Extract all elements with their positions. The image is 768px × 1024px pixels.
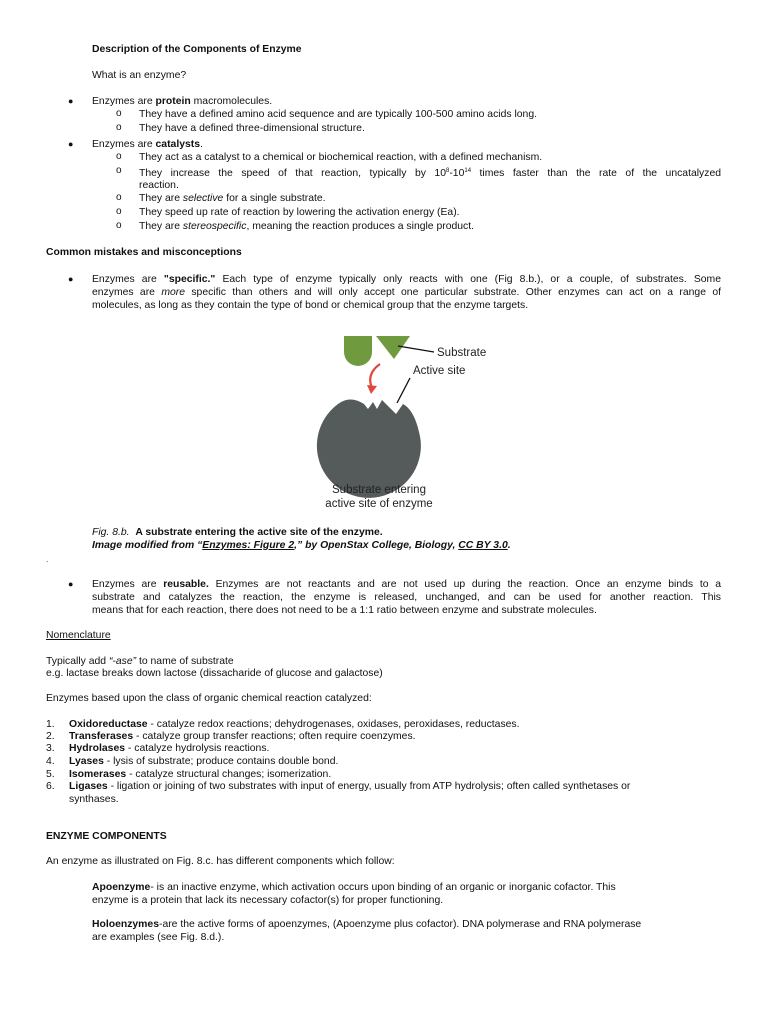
label-pointer-line — [398, 346, 434, 352]
italic-term: “-ase” — [108, 656, 137, 667]
bold-term: Apoenzyme — [92, 882, 151, 893]
paragraph-line: substrate and catalyzes the reaction, the enzyme is released, unchanged, and can be used for another reaction. This — [92, 592, 721, 603]
class-name: Lyases — [69, 756, 104, 767]
text-fragment: Each type of enzyme typically only reacts with one (Fig 8.b.), or a couple, of substrates. Some — [215, 274, 721, 285]
sub-bullet-text — [139, 220, 474, 233]
italic-term: stereospecific — [182, 221, 247, 232]
class-name: Hydrolases — [69, 743, 126, 754]
figure-label-active-site: Active site — [413, 365, 466, 377]
class-description: - catalyze hydrolysis reactions. — [125, 743, 270, 754]
arrow-icon — [370, 364, 380, 388]
paragraph-line: An enzyme as illustrated on Fig. 8.c. has different components which follow: — [46, 856, 395, 867]
list-number: 6. — [46, 781, 55, 792]
bullet-icon: ● — [68, 96, 74, 106]
text-fragment: -are the active forms of apoenzymes, (Apoenzyme plus cofactor). DNA polymerase and RNA polymerase — [158, 919, 642, 930]
text-fragment: They are — [139, 193, 183, 204]
text-fragment: Enzymes are — [92, 139, 156, 150]
italic-term: more — [161, 287, 185, 298]
text-fragment: . — [200, 139, 203, 150]
list-item — [69, 780, 630, 793]
class-description: - lysis of substrate; produce contains double bond. — [103, 756, 339, 767]
list-number: 3. — [46, 743, 55, 754]
class-name: Transferases — [69, 731, 134, 742]
figure-caption-line: active site of enzyme — [325, 498, 433, 510]
label-pointer-line — [397, 378, 410, 403]
figure-label-substrate: Substrate — [437, 347, 487, 359]
text-fragment: Enzymes are — [92, 579, 164, 590]
bold-term: Holoenzymes — [92, 919, 159, 930]
class-description: - catalyze group transfer reactions; often require coenzymes. — [133, 731, 416, 742]
sub-bullet-icon: o — [116, 151, 122, 162]
paragraph-line: Enzymes based upon the class of organic chemical reaction catalyzed: — [46, 693, 372, 704]
italic-term: selective — [182, 193, 224, 204]
text-fragment: They are — [139, 221, 183, 232]
sub-bullet-text — [139, 165, 721, 180]
bullet-icon: ● — [68, 579, 74, 589]
sub-bullet-icon: o — [116, 108, 122, 119]
list-number: 2. — [46, 731, 55, 742]
text-fragment: - is an inactive enzyme, which activation occurs upon binding of an organic or inorganic cofactor. This — [150, 882, 616, 893]
paragraph-line — [92, 578, 721, 591]
section-heading-mistakes: Common mistakes and misconceptions — [46, 247, 242, 258]
exponent: 14 — [464, 168, 472, 174]
stray-dot: . — [46, 555, 49, 564]
exponent: 8 — [445, 168, 450, 174]
figure-title: A substrate entering the active site of the enzyme. — [135, 527, 383, 538]
apoenzyme-definition — [92, 881, 616, 894]
figure-number: Fig. 8.b. — [92, 527, 130, 538]
list-number: 5. — [46, 769, 55, 780]
text-fragment: , meaning the reaction produces a single product. — [246, 221, 475, 232]
list-item — [69, 755, 338, 768]
sub-bullet-icon: o — [116, 220, 122, 231]
class-description: - catalyze redox reactions; dehydrogenases, oxidases, peroxidases, reductases. — [147, 719, 520, 730]
question-text: What is an enzyme? — [92, 70, 187, 81]
text-fragment: Image modified from “ — [92, 540, 203, 551]
figure-credit — [92, 539, 511, 552]
class-description: - catalyze structural changes; isomerization. — [126, 769, 332, 780]
sub-bullet-text: They speed up rate of reaction by lowering the activation energy (Ea). — [139, 207, 460, 218]
text-fragment: specific than others and will only accept one particular substrate. Other enzymes can act on a range of — [185, 287, 722, 298]
text-fragment: They increase the speed of that reaction, typically by 10 — [139, 168, 446, 179]
paragraph-line: are examples (see Fig. 8.d.). — [92, 932, 225, 943]
class-description: - ligation or joining of two substrates with input of energy, usually from ATP hydrolysis; often called synthetases or — [107, 781, 631, 792]
text-fragment: Enzymes are — [92, 274, 164, 285]
paragraph-line — [92, 286, 721, 299]
text-fragment: enzymes are — [92, 287, 162, 298]
bullet-icon: ● — [68, 274, 74, 284]
text-fragment: -10 — [449, 168, 465, 179]
paragraph-line — [92, 273, 721, 286]
section-heading-components: ENZYME COMPONENTS — [46, 831, 167, 842]
sub-bullet-icon: o — [116, 165, 122, 176]
sub-bullet-icon: o — [116, 206, 122, 217]
list-item-continued: synthases. — [69, 794, 119, 805]
section-heading-nomenclature: Nomenclature — [46, 630, 111, 641]
figure-caption-line: Substrate entering — [332, 484, 426, 496]
sub-bullet-icon: o — [116, 122, 122, 133]
sub-bullet-text-continued: reaction. — [139, 180, 179, 191]
bold-term: "specific." — [163, 274, 216, 285]
holoenzyme-definition — [92, 918, 641, 931]
sub-bullet-text: They have a defined three-dimensional structure. — [139, 123, 365, 134]
list-item — [69, 742, 269, 755]
text-fragment: ,” by OpenStax College, Biology, — [294, 540, 459, 551]
text-fragment: Typically add — [46, 656, 109, 667]
paragraph-line: e.g. lactase breaks down lactose (dissacharide of glucose and galactose) — [46, 668, 383, 679]
substrate-shape — [344, 336, 372, 366]
bullet-protein — [92, 95, 272, 108]
text-fragment: . — [507, 540, 511, 551]
text-fragment: for a single substrate. — [223, 193, 326, 204]
document-title: Description of the Components of Enzyme — [92, 44, 302, 55]
text-fragment: times faster than the rate of the uncatalyzed — [471, 168, 722, 179]
bold-term: reusable. — [163, 579, 209, 590]
paragraph-line: enzyme is a protein that lack its necessary cofactor(s) for proper functioning. — [92, 895, 444, 906]
class-name: Oxidoreductase — [69, 719, 148, 730]
figure-caption — [92, 526, 383, 539]
bullet-catalysts — [92, 138, 203, 151]
list-number: 1. — [46, 719, 55, 730]
text-fragment: Enzymes are — [92, 96, 156, 107]
class-name: Ligases — [69, 781, 108, 792]
sub-bullet-text: They have a defined amino acid sequence and are typically 100-500 amino acids long. — [139, 109, 537, 120]
text-fragment: to name of substrate — [136, 656, 234, 667]
bold-term: protein — [155, 96, 191, 107]
license-link[interactable]: CC BY 3.0 — [458, 540, 508, 551]
text-fragment: Enzymes are not reactants and are not used up during the reaction. Once an enzyme binds to a — [208, 579, 721, 590]
source-link[interactable]: Enzymes: Figure 2 — [202, 540, 295, 551]
paragraph-line: molecules, as long as they contain the type of bond or chemical group that the enzyme targets. — [92, 300, 529, 311]
sub-bullet-icon: o — [116, 192, 122, 203]
enzyme-substrate-figure — [310, 330, 500, 515]
paragraph-line: means that for each reaction, there does not need to be a 1:1 ratio between enzyme and substrate molecules. — [92, 605, 597, 616]
bullet-icon: ● — [68, 139, 74, 149]
sub-bullet-text — [139, 192, 326, 205]
bold-term: catalysts — [155, 139, 201, 150]
text-fragment: macromolecules. — [190, 96, 273, 107]
sub-bullet-text: They act as a catalyst to a chemical or biochemical reaction, with a defined mechanism. — [139, 152, 543, 163]
list-number: 4. — [46, 756, 55, 767]
arrow-head-icon — [367, 385, 377, 394]
class-name: Isomerases — [69, 769, 127, 780]
